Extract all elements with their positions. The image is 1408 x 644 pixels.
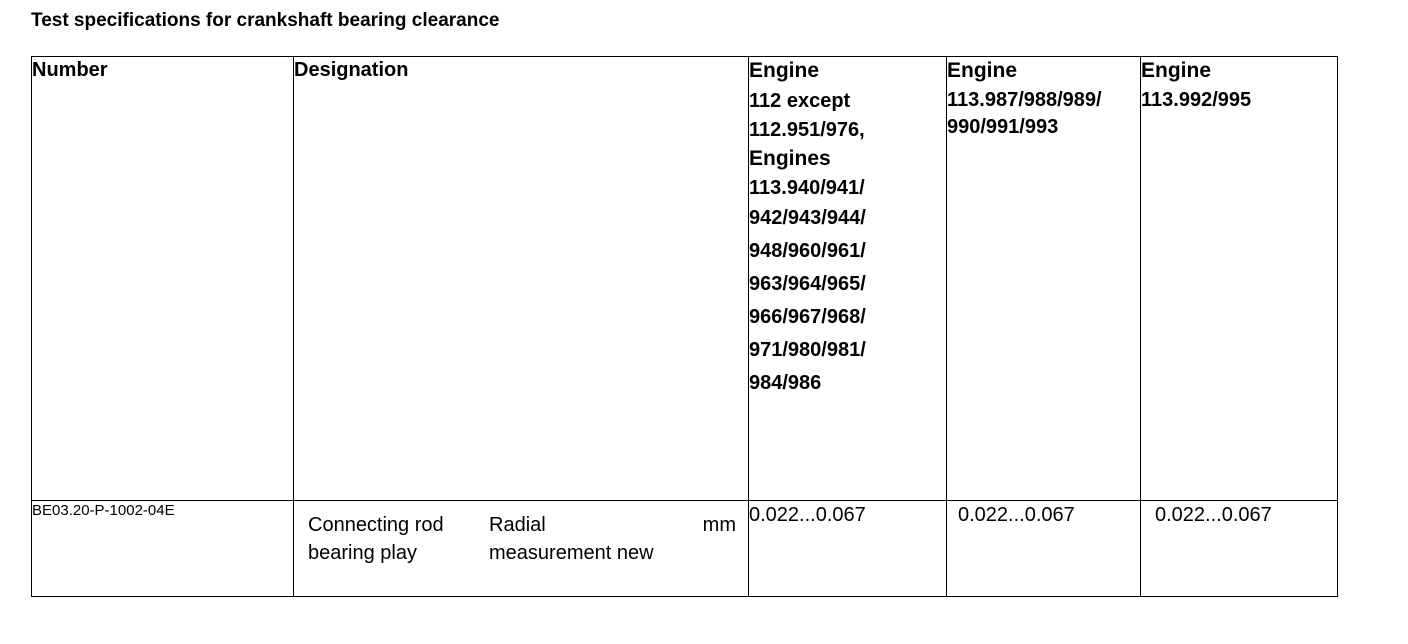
engine-col-2-models	[947, 87, 1140, 141]
engine-col-1-engines-label: Engines	[749, 147, 831, 170]
engine-col-1-line: 963/964/965/	[749, 273, 866, 295]
row-number: BE03.20-P-1002-04E	[32, 502, 175, 519]
header-engine-col-2	[947, 57, 1141, 501]
engine-col-1-line: 971/980/981/	[749, 339, 866, 361]
engine-col-1-line: 984/986	[749, 372, 822, 394]
header-engine-col-1	[749, 57, 947, 501]
engine-col-3-label: Engine	[1141, 59, 1212, 82]
row-engine-col-1-value: 0.022...0.067	[749, 501, 947, 597]
measurement-line: measurement new	[489, 542, 654, 564]
engine-col-1-line: 113.940/941/	[749, 177, 865, 199]
specification-table	[31, 56, 1338, 597]
measurement-line: Radial	[489, 514, 546, 536]
engine-col-1-line: 112 except	[749, 90, 851, 112]
header-designation	[294, 57, 749, 501]
header-engine-col-3	[1141, 57, 1338, 501]
engine-col-2-label: Engine	[947, 59, 1018, 82]
engine-col-1-models	[749, 87, 946, 400]
document-title: Test specifications for crankshaft bearing clearance	[31, 10, 500, 31]
engine-col-2-line: 113.987/988/989/	[947, 89, 1102, 111]
designation-name	[308, 511, 444, 567]
row-number-cell	[32, 501, 294, 597]
engine-col-1-line: 948/960/961/	[749, 240, 866, 262]
engine-col-2-line: 990/991/993	[947, 116, 1059, 138]
engine-col-3-models	[1141, 87, 1337, 114]
header-number	[32, 57, 294, 501]
engine-col-1-line: 966/967/968/	[749, 306, 866, 328]
table-row	[32, 501, 1338, 597]
designation-name-line: bearing play	[308, 542, 417, 564]
designation-measurement	[489, 511, 654, 567]
header-designation-label: Designation	[294, 59, 409, 81]
engine-col-1-label: Engine	[749, 59, 820, 82]
engine-col-3-line: 113.992/995	[1141, 89, 1252, 111]
row-engine-col-2-value: 0.022...0.067	[947, 501, 1141, 597]
engine-col-1-line: 942/943/944/	[749, 207, 866, 229]
header-number-label: Number	[32, 59, 108, 81]
engine-col-1-line: 112.951/976,	[749, 119, 865, 141]
designation-name-line: Connecting rod	[308, 514, 444, 536]
table-header-row	[32, 57, 1338, 501]
designation-unit: mm	[702, 514, 736, 536]
row-designation-cell	[294, 501, 749, 597]
row-engine-col-3-value: 0.022...0.067	[1141, 501, 1338, 597]
